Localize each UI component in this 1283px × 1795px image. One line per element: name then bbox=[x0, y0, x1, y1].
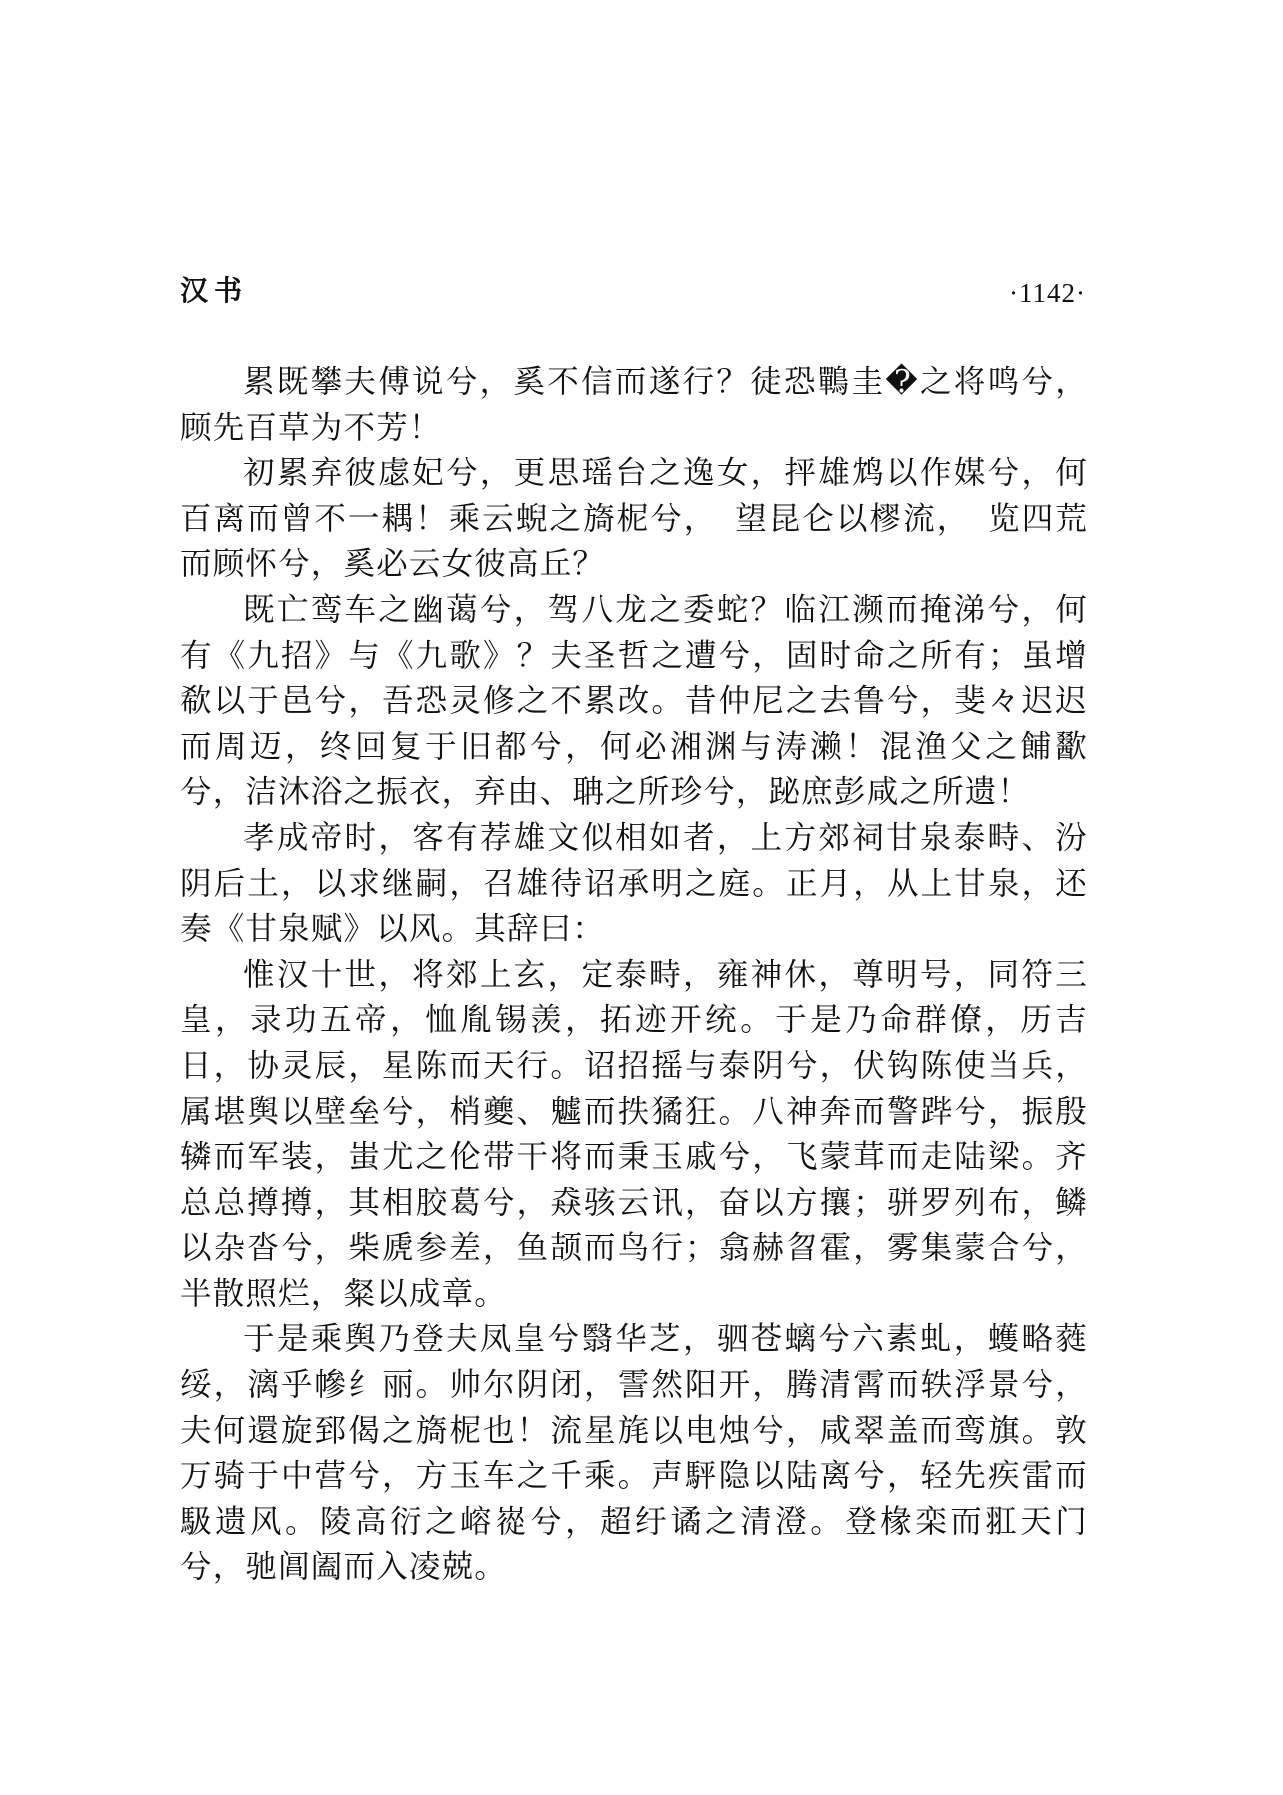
paragraph: 惟汉十世，将郊上玄，定泰畤，雍神休，尊明号，同符三皇，录功五帝，恤胤锡羡，拓迹开统。于是乃命群僚，历吉日，协灵辰，星陈而天行。诏招摇与泰阴兮，伏钩陈使当兵，属堪舆以壁垒兮，梢夔、魖而抶獝狂。八神奔而警跸兮，振殷辚而军装，蚩尤之伦带干将而秉玉戚兮，飞蒙茸而走陆梁。齐总总撙撙，其相胶葛兮，猋骇云讯，奋以方攘；骈罗列布，鳞以杂沓兮，柴虒参差，鱼颉而鸟行；翕赫曶霍，雾集蒙合兮，半散照烂，粲以成章。 bbox=[180, 956, 1088, 1312]
paragraph: 累既攀夫傅说兮，奚不信而遂行？徒恐鷤圭�之将鸣兮，顾先百草为不芳！ bbox=[180, 364, 1088, 446]
body-text bbox=[180, 360, 1088, 1591]
paragraph: 初累弃彼虙妃兮，更思瑶台之逸女，抨雄鸩以作媒兮，何百离而曾不一耦！乘云蜺之旖柅兮， 望昆仑以樛流， 览四荒而顾怀兮，奚必云女彼高丘？ bbox=[180, 455, 1088, 583]
paragraph: 于是乘舆乃登夫凤皇兮翳华芝，驷苍螭兮六素虬，蠖略蕤绥，漓乎幓纟丽。帅尔阴闭，霅然阳开，腾清霄而轶浮景兮，夫何還旋郅偈之旖柅也！流星旄以电烛兮，咸翠盖而鸾旗。敦万骑于中营兮，方玉车之千乘。声駍隐以陆离兮，轻先疾雷而馺遗风。陵高衍之嵱嵸兮，超纡谲之清澄。登椽栾而羾天门兮，驰阊阖而入凌兢。 bbox=[180, 1321, 1088, 1586]
paragraph: 既亡鸾车之幽蔼兮，驾八龙之委蛇？临江濒而掩涕兮，何有《九招》与《九歌》？夫圣哲之遭兮，固时命之所有；虽增欷以于邑兮，吾恐灵修之不累改。昔仲尼之去鲁兮，斐々迟迟而周迈，终回复于旧都兮，何必湘渊与涛濑！混渔父之餔歠兮，洁沐浴之振衣，弃由、聃之所珍兮，䟤庶彭咸之所遗！ bbox=[180, 591, 1088, 811]
running-title: 汉书 bbox=[180, 274, 249, 307]
page-number: ·1142· bbox=[1009, 278, 1086, 308]
paragraph: 孝成帝时，客有荐雄文似相如者，上方郊祠甘泉泰畤、汾阴后土，以求继嗣，召雄待诏承明之庭。正月，从上甘泉，还奏《甘泉赋》以风。其辞曰： bbox=[180, 819, 1088, 948]
